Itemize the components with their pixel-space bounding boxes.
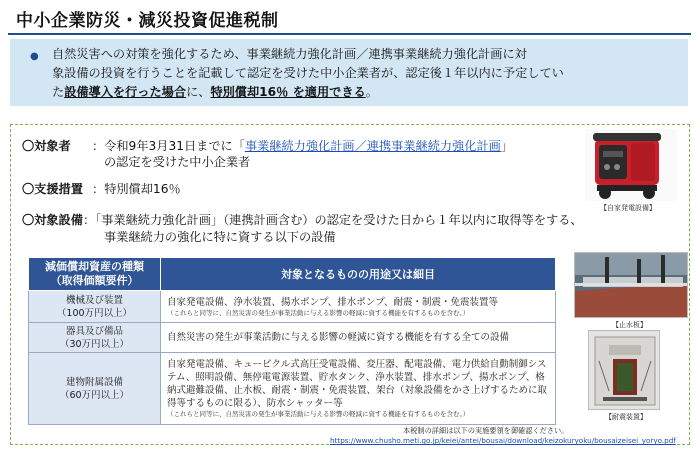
summary-text-part: た — [52, 85, 65, 99]
plan-link[interactable]: 事業継続力強化計画／連携事業継続力強化計画 — [244, 139, 501, 153]
support-rate: 特別償却16％ — [104, 182, 181, 196]
asset-use: 自家発電設備、キュービクル式高圧受電設備、変圧器、配電設備、電力供給自動制御システム、照明設備、無停電電源装置、貯水タンク、浄水装置、排水ポンプ、揚水ポンプ、格納式避難設備、止水板、耐震・制震・免震装置、架台（対象設備をかさ上げするために取得等するものに限る）、防水シャッター等 — [167, 359, 548, 409]
footer-note: 本税制の詳細は以下の実施要領を御確認ください。 — [403, 426, 569, 435]
support-label: 〇支援措置 — [22, 182, 83, 196]
target-line2: の認定を受けた中小企業者 — [104, 155, 251, 169]
asset-type-cell — [29, 353, 161, 425]
asset-name: 建物附属設備 — [65, 376, 123, 388]
seismic-icon — [589, 331, 660, 410]
floodgate-icon — [575, 253, 688, 318]
asset-use-cell — [161, 291, 556, 323]
equipment-line2: 事業継続力の強化に特に資する以下の設備 — [104, 230, 336, 244]
table-header-use: 対象となるものの用途又は細目 — [161, 258, 556, 291]
asset-use: 自家発電設備、浄水装置、揚水ポンプ、排水ポンプ、耐震・制震・免震装置等 — [167, 296, 498, 308]
target-post: 」 — [500, 139, 514, 153]
title-rule — [8, 33, 691, 35]
asset-note: （これらと同等に、自然災害の発生が事業活動に与える影響の軽減に資する機能を有するものを含む。） — [167, 308, 470, 317]
asset-req: （60万円以上） — [59, 389, 130, 401]
table-row — [29, 353, 556, 425]
summary-emphasis: 特別償却16％ を適用できる — [210, 85, 366, 99]
asset-note: （これらと同等に、自然災害の発生が事業活動に与える影響の軽減に資する機能を有するものを含む。） — [167, 410, 470, 418]
table-row — [29, 291, 556, 323]
asset-req: （30万円以上） — [59, 338, 130, 350]
target-value — [92, 137, 513, 154]
generator-photo — [585, 129, 677, 201]
footer-url-link[interactable]: https://www.chusho.meti.go.jp/keiei/antei/bousai/download/keizokuryoku/bousaizeisei_yoryo.pdf — [330, 436, 676, 445]
asset-req: （100万円以上） — [56, 307, 133, 319]
support-row — [22, 180, 83, 197]
target-label: 〇対象者 — [22, 139, 71, 153]
summary-line — [52, 83, 676, 102]
table-header-row — [29, 258, 556, 291]
support-value — [92, 180, 181, 197]
summary-line: 象設備の投資を行うことを記載して認定を受けた中小企業者が、認定後１年以内に予定してい — [52, 66, 564, 80]
summary-text — [52, 45, 676, 102]
summary-line: 自然災害への対策を強化するため、事業継続力強化計画／連携事業継続力強化計画に対 — [52, 47, 527, 61]
asset-type-cell — [29, 323, 161, 353]
equipment-line1: ：「事業継続力強化計画」（連携計画含む）の認定を受けた日から１年以内に取得等をする、 — [82, 213, 583, 227]
equipment-row — [22, 211, 583, 228]
header-line: 減価償却資産の種類 — [45, 260, 144, 273]
asset-use-cell — [161, 323, 556, 353]
asset-use-cell — [161, 353, 556, 425]
equipment-table — [28, 257, 556, 425]
table-row — [29, 323, 556, 353]
asset-name: 器具及び備品 — [65, 325, 123, 337]
asset-use: 自然災害の発生が事業活動に与える影響の軽減に資する機能を有する全ての設備 — [167, 332, 510, 343]
table-header-type — [29, 258, 161, 291]
floodgate-caption: 【止水板】 — [612, 321, 647, 329]
seismic-caption: 【耐震装置】 — [605, 413, 647, 421]
target-row — [22, 137, 71, 154]
asset-type-cell — [29, 291, 161, 323]
page-title: 中小企業防災・減災投資促進税制 — [16, 11, 279, 31]
summary-emphasis: 設備導入を行った場合 — [64, 85, 187, 99]
equipment-label: 〇対象設備 — [22, 213, 83, 227]
summary-text-part: に、 — [186, 85, 211, 99]
floodgate-photo — [574, 252, 688, 318]
asset-name: 機械及び装置 — [65, 294, 123, 306]
bullet-icon: ● — [30, 51, 39, 62]
seismic-photo — [588, 330, 660, 410]
generator-icon — [585, 129, 677, 201]
header-line: （取得価額要件） — [50, 274, 139, 287]
summary-text-part: 。 — [365, 85, 378, 99]
support-colon: ： — [92, 182, 105, 196]
summary-box — [10, 39, 688, 106]
generator-caption: 【自家発電設備】 — [600, 204, 656, 212]
target-pre: 令和9年3月31日までに「 — [104, 139, 245, 153]
target-colon: ： — [92, 139, 105, 153]
